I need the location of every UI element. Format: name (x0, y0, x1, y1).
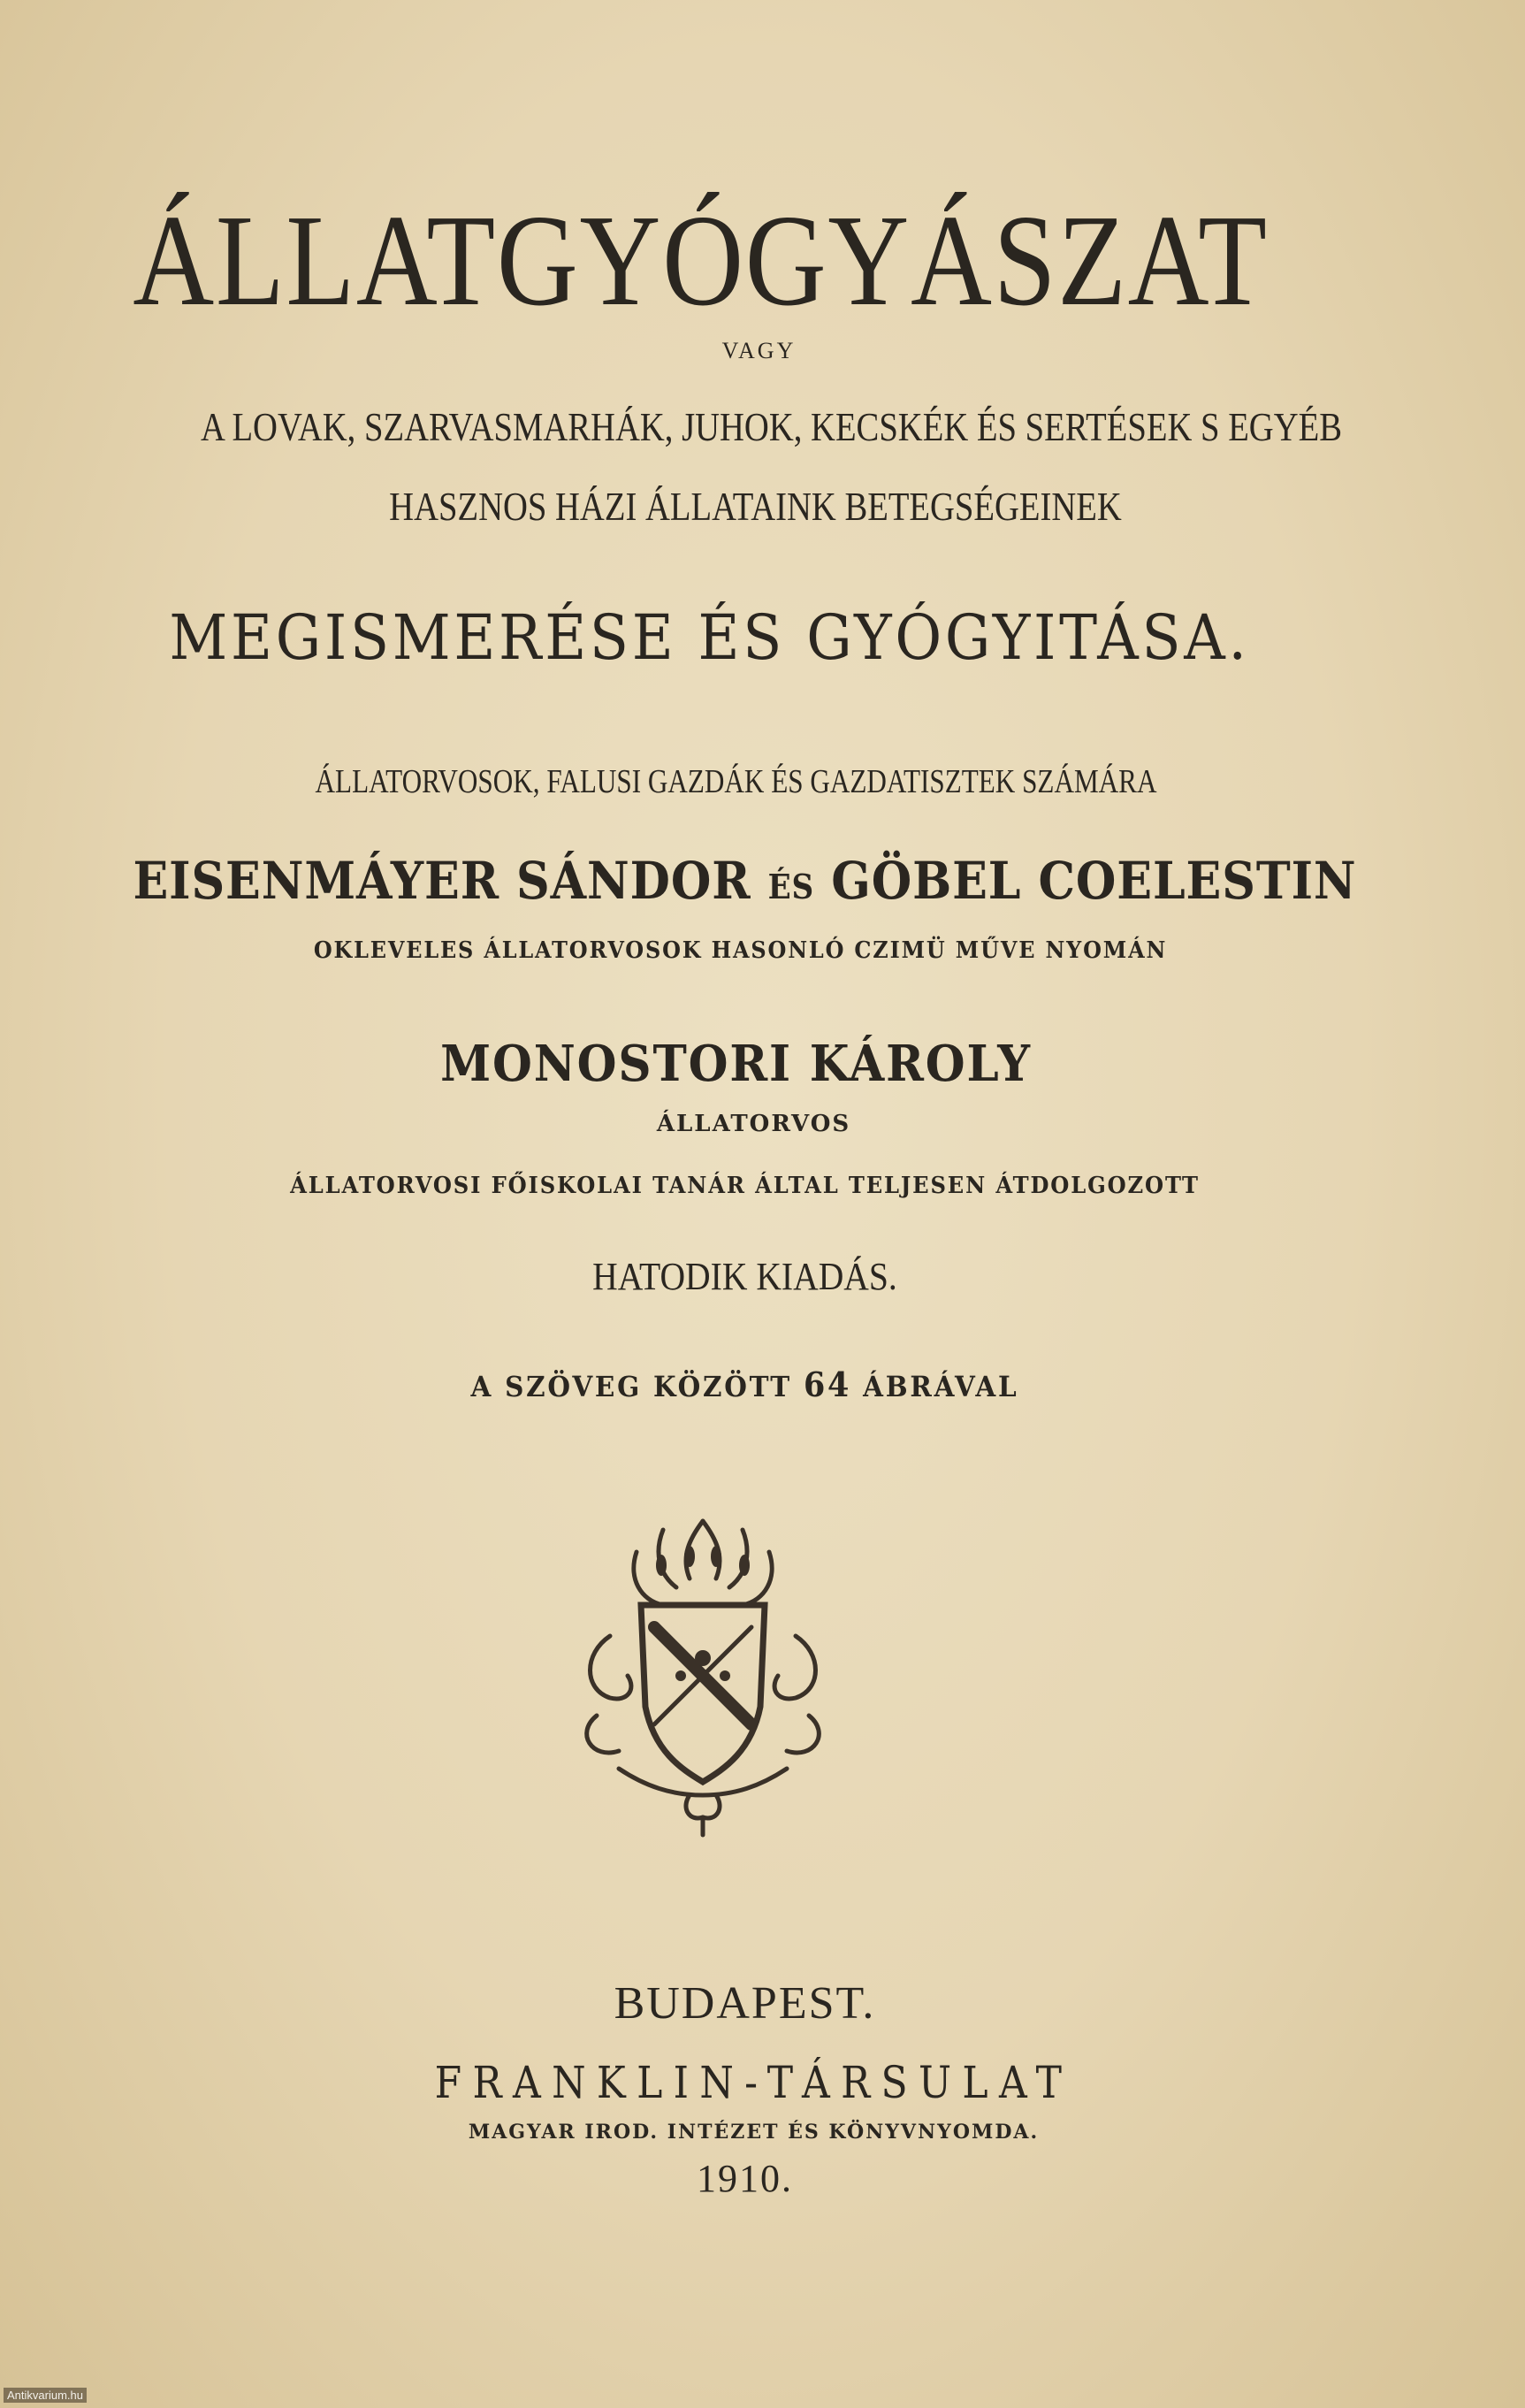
author-joiner: ÉS (767, 867, 815, 906)
publisher-name: FRANKLIN-TÁRSULAT (434, 2057, 1073, 2108)
publisher-emblem-icon (557, 1503, 849, 1839)
publication-year: 1910. (697, 2157, 793, 2200)
publication-city: BUDAPEST. (614, 1978, 876, 2029)
publisher-imprint: MAGYAR IROD. INTÉZET ÉS KÖNYVNYOMDA. (468, 2121, 1040, 2144)
book-title: ÁLLATGYÓGYÁSZAT (133, 188, 1269, 333)
authors (58, 851, 1431, 911)
editor-name: MONOSTORI KÁROLY (440, 1035, 1032, 1093)
editor-title: ÁLLATORVOS (656, 1111, 851, 1137)
revision-note: ÁLLATORVOSI FŐISKOLAI TANÁR ÁLTAL TELJESEN ÁTDOLGOZOTT (290, 1173, 1200, 1199)
figures-count: 64 (803, 1365, 852, 1404)
audience: ÁLLATORVOSOK, FALUSI GAZDÁK ÉS GAZDATISZTEK SZÁMÁRA (315, 763, 1157, 800)
subtitle-line-1: A LOVAK, SZARVASMARHÁK, JUHOK, KECSKÉK ÉS SERTÉSEK S EGYÉB (201, 404, 1342, 449)
figures-before: A SZÖVEG KÖZÖTT (470, 1370, 792, 1403)
author-second: GÖBEL COELESTIN (831, 851, 1357, 911)
authors-note: OKLEVELES ÁLLATORVOSOK HASONLÓ CZIMÜ MŰVE NYOMÁN (313, 937, 1168, 964)
figures-note (43, 1365, 1446, 1404)
watermark: Antikvarium.hu (4, 2388, 87, 2403)
subtitle-line-3: MEGISMERÉSE ÉS GYÓGYITÁSA. (169, 601, 1250, 674)
subtitle-line-2: HASZNOS HÁZI ÁLLATAINK BETEGSÉGEINEK (389, 484, 1122, 529)
edition: HATODIK KIADÁS. (592, 1255, 897, 1298)
author-first: EISENMÁYER SÁNDOR (133, 851, 751, 911)
figures-after: ÁBRÁVAL (863, 1370, 1019, 1403)
conjunction: VAGY (721, 338, 797, 363)
